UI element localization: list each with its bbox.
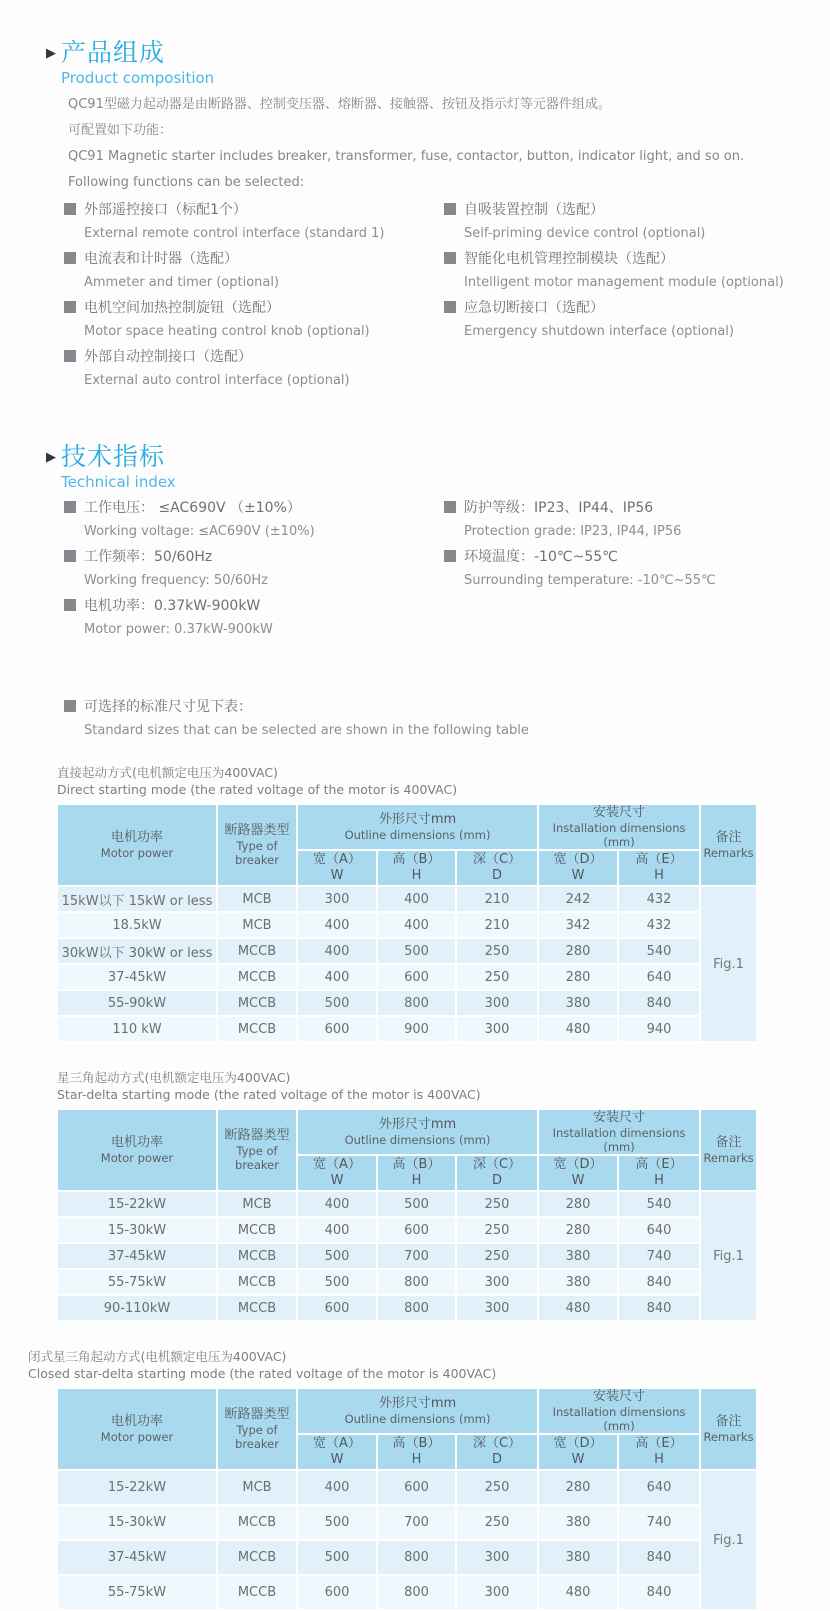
col-breaker-type: 断路器类型 Type of breaker [217, 1109, 297, 1191]
table-cell: 432 [618, 886, 700, 912]
subcol-height-b: 高（B） H [377, 1434, 456, 1470]
table-cell: 37-45kW [57, 964, 217, 990]
table-cell: 600 [297, 1295, 377, 1321]
tech-label-en: Surrounding temperature: -10℃~55℃ [464, 573, 716, 588]
section-title-en: Product composition [61, 69, 215, 87]
table-cell: 300 [456, 1540, 538, 1575]
table-caption-cn: 闭式星三角起动方式(电机额定电压为400VAC) [28, 1349, 287, 1364]
tech-label-en: Working voltage: ≤AC690V (±10%) [84, 524, 315, 539]
feature-item [64, 251, 444, 290]
bullet-square-icon [64, 301, 76, 313]
remarks-cell: Fig.1 [700, 1191, 757, 1321]
table-cell: 840 [618, 1295, 700, 1321]
table-cell: 250 [456, 1470, 538, 1505]
feature-label-cn: 智能化电机管理控制模块（选配） [464, 251, 674, 267]
table-cell: 500 [297, 1269, 377, 1295]
table-row [57, 1217, 757, 1243]
section-header [0, 38, 830, 88]
table-cell: 250 [456, 964, 538, 990]
remarks-cell: Fig.1 [700, 886, 757, 1042]
table-cell: 600 [377, 964, 456, 990]
bullet-square-icon [64, 550, 76, 562]
intro-paragraphs [0, 98, 830, 190]
table-header [57, 1109, 757, 1191]
table-header [57, 1388, 757, 1470]
paragraph: QC91 Magnetic starter includes breaker, transformer, fuse, contactor, button, indicator light, and so on. [68, 149, 745, 164]
table-row [57, 1470, 757, 1505]
bullet-square-icon [444, 550, 456, 562]
table-cell: 640 [618, 1470, 700, 1505]
subcol-depth-c: 深（C） D [456, 850, 538, 886]
table-cell: 540 [618, 938, 700, 964]
table-cell: 380 [538, 990, 618, 1016]
table-cell: 380 [538, 1243, 618, 1269]
section-marker-icon: ▶ [46, 46, 56, 61]
table-row [57, 1269, 757, 1295]
table-body [57, 1191, 757, 1321]
table-cell: 500 [297, 1243, 377, 1269]
table-cell: 480 [538, 1016, 618, 1042]
col-install-dims: 安装尺寸 Installation dimensions (mm) [538, 804, 700, 850]
table-cell: 740 [618, 1505, 700, 1540]
table-caption-cn: 直接起动方式(电机额定电压为400VAC) [57, 765, 278, 780]
feature-label-cn: 自吸装置控制（选配） [464, 202, 604, 218]
table-cell: 18.5kW [57, 912, 217, 938]
table-cell: 300 [456, 1575, 538, 1610]
tech-label-cn: 工作频率：50/60Hz [84, 549, 213, 565]
technical-section [0, 442, 830, 647]
table-cell: 400 [297, 1470, 377, 1505]
table-cell: 300 [456, 1016, 538, 1042]
table-cell: 400 [377, 886, 456, 912]
table-cell: 600 [297, 1575, 377, 1610]
table-cell: 342 [538, 912, 618, 938]
table-cell: 800 [377, 1295, 456, 1321]
bullet-square-icon [444, 501, 456, 513]
table-caption-en: Star-delta starting mode (the rated voltage of the motor is 400VAC) [57, 1087, 481, 1102]
table-cell: MCB [217, 1191, 297, 1217]
feature-label-en: Intelligent motor management module (optional) [464, 275, 784, 290]
table-cell: MCB [217, 886, 297, 912]
table-cell: 840 [618, 1269, 700, 1295]
subcol-height-b: 高（B） H [377, 1155, 456, 1191]
feature-label-en: External auto control interface (optional) [84, 373, 350, 388]
col-install-dims: 安装尺寸 Installation dimensions (mm) [538, 1388, 700, 1434]
table-row [57, 886, 757, 912]
table-cell: 280 [538, 938, 618, 964]
table-row [57, 1575, 757, 1610]
table-cell: MCCB [217, 1269, 297, 1295]
section-title-block [61, 38, 214, 88]
tech-item [444, 549, 830, 588]
feature-column-left [64, 202, 444, 398]
tech-item [444, 500, 830, 539]
table-row [57, 1191, 757, 1217]
table-cell: 500 [297, 1505, 377, 1540]
table-header [57, 804, 757, 886]
table-cell: 740 [618, 1243, 700, 1269]
section-title-cn: 技术指标 [61, 442, 166, 471]
col-outline-dims: 外形尺寸mm Outline dimensions (mm) [297, 1109, 538, 1155]
subcol-depth-c: 深（C） D [456, 1155, 538, 1191]
table-caption [57, 764, 830, 798]
table-cell: 380 [538, 1505, 618, 1540]
col-motor-power: 电机功率 Motor power [57, 1388, 217, 1470]
section-title-en: Technical index [61, 473, 176, 491]
feature-item [444, 251, 830, 290]
sizes-note-en: Standard sizes that can be selected are shown in the following table [84, 723, 529, 738]
col-remarks: 备注 Remarks [700, 804, 757, 886]
section-title-cn: 产品组成 [61, 38, 166, 67]
bullet-square-icon [444, 252, 456, 264]
feature-columns [0, 202, 830, 398]
table-cell: 15-22kW [57, 1470, 217, 1505]
table-cell: MCCB [217, 938, 297, 964]
subcol-width-d: 宽（D） W [538, 1155, 618, 1191]
subcol-width-a: 宽（A） W [297, 1155, 377, 1191]
closed-star-delta-table [56, 1387, 758, 1611]
table-body [57, 1470, 757, 1610]
section-marker-icon: ▶ [46, 450, 56, 465]
tech-item [64, 500, 444, 539]
feature-label-cn: 外部自动控制接口（选配） [84, 349, 252, 365]
feature-label-en: Emergency shutdown interface (optional) [464, 324, 734, 339]
subcol-height-b: 高（B） H [377, 850, 456, 886]
tech-label-cn: 工作电压： ≤AC690V （±10%） [84, 500, 301, 516]
table-cell: MCCB [217, 964, 297, 990]
bullet-square-icon [64, 700, 76, 712]
table-cell: 300 [456, 1295, 538, 1321]
table-cell: MCCB [217, 1016, 297, 1042]
table-cell: 37-45kW [57, 1540, 217, 1575]
table-cell: 242 [538, 886, 618, 912]
table-cell: 600 [377, 1470, 456, 1505]
table-cell: 500 [297, 990, 377, 1016]
table-row [57, 964, 757, 990]
star-delta-table [56, 1108, 758, 1322]
bullet-square-icon [64, 252, 76, 264]
table-cell: 280 [538, 1191, 618, 1217]
table-cell: MCCB [217, 990, 297, 1016]
feature-label-en: Motor space heating control knob (optional) [84, 324, 370, 339]
table-cell: 640 [618, 964, 700, 990]
table-cell: 400 [297, 938, 377, 964]
col-install-dims: 安装尺寸 Installation dimensions (mm) [538, 1109, 700, 1155]
paragraph: QC91型磁力起动器是由断路器、控制变压器、熔断器、接触器、按钮及指示灯等元器件组成。 [68, 97, 611, 112]
subcol-height-e: 高（E） H [618, 1434, 700, 1470]
tech-item [64, 549, 444, 588]
table-row [57, 1016, 757, 1042]
table-cell: 480 [538, 1575, 618, 1610]
col-breaker-type: 断路器类型 Type of breaker [217, 804, 297, 886]
table-caption-cn: 星三角起动方式(电机额定电压为400VAC) [57, 1070, 291, 1085]
table-cell: 15kW以下 15kW or less [57, 886, 217, 912]
table-cell: 400 [297, 1191, 377, 1217]
table-row [57, 938, 757, 964]
table-body [57, 886, 757, 1042]
feature-label-cn: 应急切断接口（选配） [464, 300, 604, 316]
col-remarks: 备注 Remarks [700, 1388, 757, 1470]
table-cell: 250 [456, 1217, 538, 1243]
table-cell: 940 [618, 1016, 700, 1042]
feature-column-right [444, 202, 830, 398]
table-cell: 280 [538, 964, 618, 990]
table-cell: 250 [456, 938, 538, 964]
table-row [57, 1505, 757, 1540]
subcol-depth-c: 深（C） D [456, 1434, 538, 1470]
table-cell: 500 [377, 1191, 456, 1217]
tech-label-cn: 电机功率：0.37kW-900kW [84, 598, 261, 614]
table-cell: 250 [456, 1505, 538, 1540]
feature-item [444, 300, 830, 339]
feature-label-en: External remote control interface (standard 1) [84, 226, 385, 241]
subcol-width-a: 宽（A） W [297, 1434, 377, 1470]
tech-item [64, 598, 444, 637]
bullet-square-icon [64, 203, 76, 215]
paragraph: Following functions can be selected: [68, 175, 305, 190]
table-cell: 110 kW [57, 1016, 217, 1042]
subcol-width-d: 宽（D） W [538, 850, 618, 886]
table-cell: 400 [297, 912, 377, 938]
col-breaker-type: 断路器类型 Type of breaker [217, 1388, 297, 1470]
table-cell: 210 [456, 886, 538, 912]
feature-label-cn: 外部遥控接口（标配1个） [84, 202, 247, 218]
paragraph: 可配置如下功能： [68, 123, 173, 138]
tech-label-en: Motor power: 0.37kW-900kW [84, 622, 273, 637]
table-cell: 540 [618, 1191, 700, 1217]
table-cell: 500 [297, 1540, 377, 1575]
feature-item [64, 349, 444, 388]
bullet-square-icon [64, 350, 76, 362]
table-cell: 55-75kW [57, 1269, 217, 1295]
sizes-note-cn: 可选择的标准尺寸见下表： [84, 699, 252, 715]
direct-starting-table [56, 803, 758, 1043]
table-caption [28, 1348, 830, 1382]
table-cell: 300 [297, 886, 377, 912]
table-cell: 600 [297, 1016, 377, 1042]
table-cell: 800 [377, 1269, 456, 1295]
col-motor-power: 电机功率 Motor power [57, 1109, 217, 1191]
table-cell: 840 [618, 1575, 700, 1610]
table-cell: 400 [377, 912, 456, 938]
table-cell: MCB [217, 1470, 297, 1505]
table-cell: 480 [538, 1295, 618, 1321]
table-cell: 432 [618, 912, 700, 938]
table-cell: 900 [377, 1016, 456, 1042]
table-cell: MCCB [217, 1295, 297, 1321]
tech-label-en: Working frequency: 50/60Hz [84, 573, 268, 588]
table-cell: 700 [377, 1243, 456, 1269]
bullet-square-icon [64, 501, 76, 513]
feature-item [64, 202, 444, 241]
table-cell: 55-90kW [57, 990, 217, 1016]
feature-label-en: Ammeter and timer (optional) [84, 275, 280, 290]
tech-column-right [444, 500, 830, 647]
tech-columns [0, 500, 830, 647]
col-remarks: 备注 Remarks [700, 1109, 757, 1191]
table-cell: 840 [618, 1540, 700, 1575]
table-cell: 640 [618, 1217, 700, 1243]
tech-column-left [64, 500, 444, 647]
table-cell: 300 [456, 1269, 538, 1295]
tech-label-en: Protection grade: IP23, IP44, IP56 [464, 524, 682, 539]
table-cell: 280 [538, 1470, 618, 1505]
table-caption-en: Closed star-delta starting mode (the rated voltage of the motor is 400VAC) [28, 1366, 497, 1381]
subcol-width-a: 宽（A） W [297, 850, 377, 886]
table-cell: 400 [297, 964, 377, 990]
table-cell: 15-22kW [57, 1191, 217, 1217]
table-caption-en: Direct starting mode (the rated voltage of the motor is 400VAC) [57, 782, 458, 797]
table-cell: 380 [538, 1269, 618, 1295]
table-cell: MCCB [217, 1575, 297, 1610]
table-cell: 800 [377, 990, 456, 1016]
section-title-block [61, 442, 176, 492]
table-cell: 840 [618, 990, 700, 1016]
table-caption [57, 1069, 830, 1103]
feature-item [444, 202, 830, 241]
bullet-square-icon [64, 599, 76, 611]
table-cell: 800 [377, 1575, 456, 1610]
composition-section [0, 38, 830, 398]
feature-label-cn: 电流表和计时器（选配） [84, 251, 238, 267]
table-cell: 300 [456, 990, 538, 1016]
subcol-width-d: 宽（D） W [538, 1434, 618, 1470]
table-cell: 90-110kW [57, 1295, 217, 1321]
feature-item [64, 300, 444, 339]
table-row [57, 990, 757, 1016]
subcol-height-e: 高（E） H [618, 1155, 700, 1191]
bullet-square-icon [444, 203, 456, 215]
col-outline-dims: 外形尺寸mm Outline dimensions (mm) [297, 1388, 538, 1434]
table-cell: 37-45kW [57, 1243, 217, 1269]
table-cell: 15-30kW [57, 1217, 217, 1243]
table-cell: 700 [377, 1505, 456, 1540]
table-cell: 55-75kW [57, 1575, 217, 1610]
section-header [0, 442, 830, 492]
table-cell: MCCB [217, 1217, 297, 1243]
table-row [57, 1243, 757, 1269]
table-cell: MCCB [217, 1540, 297, 1575]
feature-label-cn: 电机空间加热控制旋钮（选配） [84, 300, 280, 316]
table-cell: 250 [456, 1243, 538, 1269]
tech-label-cn: 防护等级：IP23、IP44、IP56 [464, 500, 654, 516]
table-cell: MCCB [217, 1243, 297, 1269]
table-cell: MCCB [217, 1505, 297, 1540]
feature-label-en: Self-priming device control (optional) [464, 226, 706, 241]
table-cell: 250 [456, 1191, 538, 1217]
table-cell: MCB [217, 912, 297, 938]
table-cell: 380 [538, 1540, 618, 1575]
sizes-note [0, 699, 830, 738]
table-cell: 400 [297, 1217, 377, 1243]
tech-label-cn: 环境温度：-10℃~55℃ [464, 549, 618, 565]
table-cell: 15-30kW [57, 1505, 217, 1540]
col-outline-dims: 外形尺寸mm Outline dimensions (mm) [297, 804, 538, 850]
table-row [57, 912, 757, 938]
col-motor-power: 电机功率 Motor power [57, 804, 217, 886]
table-cell: 210 [456, 912, 538, 938]
table-cell: 30kW以下 30kW or less [57, 938, 217, 964]
remarks-cell: Fig.1 [700, 1470, 757, 1610]
table-row [57, 1295, 757, 1321]
bullet-square-icon [444, 301, 456, 313]
table-cell: 600 [377, 1217, 456, 1243]
subcol-height-e: 高（E） H [618, 850, 700, 886]
table-cell: 500 [377, 938, 456, 964]
table-cell: 280 [538, 1217, 618, 1243]
table-row [57, 1540, 757, 1575]
table-cell: 800 [377, 1540, 456, 1575]
